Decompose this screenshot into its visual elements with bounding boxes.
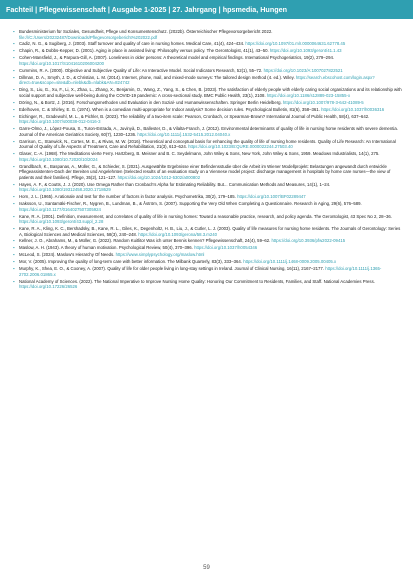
reference-text: National Academy of Sciences. (2022). The National Imperative to Improve Nursing Home Quality: Honoring Our Commitment to Residents, Families, and Staff. National Academies Press.: [19, 278, 375, 284]
reference-link[interactable]: https://doi.org/10.1177/0164027507305924: [19, 206, 101, 212]
reference-text: Hayes, A. F., & Coutts, J. J. (2020). Use Omega Rather than Cronbach's Alpha for Estimating Reliability. But... Communication Methods and Measures, 14(1), 1–24.: [19, 181, 331, 187]
reference-item: [13, 194, 403, 200]
reference-item: [13, 201, 403, 212]
reference-item: [13, 226, 403, 237]
reference-text: Döring, N., & Bortz, J. (2016). Forschungsmethoden und Evaluation in den Sozial- und Humanwissenschaften. Springer Berlin Heidelberg.: [19, 99, 283, 105]
reference-item: [13, 266, 403, 277]
reference-text: Edelhoven, C. & Shirley, E. G. (1974). When is a comedian multi-appropriate for Indoor analysis? Some decision rules. Psychological Bulletin, 81(6), 358–361.: [19, 106, 322, 112]
bullet-icon: ▪: [13, 245, 15, 251]
reference-link[interactable]: https://doi.org/10.3936/pfw2022-09415: [271, 238, 346, 244]
reference-text: Horn, J. L. (1965). A rationale and test for the number of factors in factor analysis. Psychometrika, 30(2), 179–185.: [19, 194, 238, 200]
reference-item: [13, 75, 403, 86]
reference-link[interactable]: https://doi.org/10.1023/B:QURE.0000022244.27503.40: [188, 144, 293, 150]
reference-list: [13, 29, 403, 291]
reference-link[interactable]: https://doi.org/10.1007/BF02289447: [237, 194, 306, 200]
bullet-icon: ▪: [13, 259, 15, 265]
reference-text: Kellner, J. O., Abrahams, M., & Müller, G. (2022). Random Kuitlitor Was ich unter Bennis kennen? Pflegewissenschaft, 24(4), 59–62.: [19, 238, 272, 244]
reference-item: [13, 245, 403, 251]
bullet-icon: ▪: [13, 126, 15, 132]
reference-link[interactable]: https://doi.org/10.1093/geront/43.suppl_2.28: [19, 219, 104, 225]
reference-link[interactable]: file:///C:/Users/20232487/Downloads/Pflegevorsorgebericht%202022.pdf: [19, 34, 158, 40]
reference-link[interactable]: https://search.ebscohost.com/login.aspx?direct=true&scope=site&db=nlebk&db=nlabk&AN=824742: [19, 74, 375, 86]
reference-item: [13, 68, 403, 74]
reference-item: [13, 139, 403, 150]
reference-item: [13, 41, 403, 47]
bullet-icon: ▪: [13, 87, 15, 93]
bullet-icon: ▪: [13, 138, 15, 144]
reference-link[interactable]: https://doi.org/10.1037/h0036316: [321, 106, 385, 112]
reference-text: Mor, V. (2005). Improving the quality of long-term care with better information. The Milbank Quarterly, 83(3), 333–364.: [19, 259, 244, 265]
reference-item: [13, 126, 403, 137]
reference-link[interactable]: https://doi.org/10.1023/A:1007027822521: [263, 67, 343, 73]
bullet-icon: ▪: [13, 106, 15, 112]
bullet-icon: ▪: [13, 194, 15, 200]
reference-link[interactable]: https://doi.org/10.1111/j.1532-5415.2012.04040.x: [137, 131, 231, 137]
reference-text: Dillman, D. A., Smyth, J. D., & Christian, L. M. (2014). Internet, phone, mail, and mixed-mode surveys: The tailored design method (4. ed.). Wiley.: [19, 74, 296, 80]
bullet-icon: ▪: [13, 213, 15, 219]
reference-text: Glaser, C.-A. (1968). The Meditations vierte Ferry. Hartzberg, B. Meisner and B. C. Seydelmann, John Wiley & Sons, New York, John Wiley & Sons, 1959. Meadows Industrialists, 14(1), 275.: [19, 151, 380, 157]
reference-item: [13, 114, 403, 125]
reference-text: Garrison, C., Stanwick, N., Cortes, M. E., & Rivas, M. W. (2016). Theoretical and conceptual basis for enhancing the quality of life of nursing home residents. Quality of Life Research: An International Journal of Quality of Life Aspects of Treatment, Care and Rehabilitation, 21(3), 613–624.: [19, 138, 396, 150]
reference-text: Isaksson, U., Santamäki-Fischer, R., Nygren, B., Lundman, B., & Åström, S. (2007). Supporting the Very Old When Completing a Questionnaire. Research in Aging, 29(6), 576–589.: [19, 201, 362, 207]
bullet-icon: ▪: [13, 41, 15, 47]
reference-text: Kane, R. A., Kling, K. C., Bershadsky, B., Kane, R. L., Giles, K., Degenholtz, H. B., Liu, J., & Cutler, L. J. (2003). Quality of life measures for nursing home residents. The Journals of Gerontology: Series A, Biological Sciences and Medical Sciences, 58(3), 240–248.: [19, 225, 401, 237]
reference-item: [13, 87, 403, 98]
reference-text: Kane, R. A. (2001). Definition, measurement, and correlates of quality of life in nursing homes: Toward a reasonable practice, research, and policy agenda. The Gerontologist, 43 Spec No 2, 28–36.: [19, 213, 392, 219]
bullet-icon: ▪: [13, 252, 15, 258]
bullet-icon: ▪: [13, 181, 15, 187]
bullet-icon: ▪: [13, 278, 15, 284]
bullet-icon: ▪: [13, 266, 15, 272]
page-number: 59: [203, 565, 210, 571]
reference-link[interactable]: https://doi.org/10.17226/26526: [19, 284, 78, 290]
reference-link[interactable]: https://doi.org/10.1017/S1041610206004200: [19, 60, 105, 66]
reference-text: Chapin, R., & Dobbs-Kepper, D. (2001). Aging in place in assisted living: Philosophy versus policy. The Gerontologist, 41(1), 43–50.: [19, 48, 270, 54]
reference-link[interactable]: https://doi.org/10.1007/978-3-642-41089-5: [282, 99, 364, 105]
reference-text: Ding, S., Liu, G., Xu, F., Li, X., Zhao, L., Zhang, X., Benjamin, O., Wang, Z., Yang, S., & Chen, B. (2023). The satisfaction of elderly people with elderly caring social organizations and its relationship with social support and subjective well-being during the COVID-19 pandemic: A cross-sectional study. BMC Public Health, 23(1), 2108.: [19, 87, 402, 98]
reference-text: Maslow, A. H. (1943). A theory of human motivation. Psychological Review, 50(4), 370–396.: [19, 245, 195, 251]
bullet-icon: ▪: [13, 151, 15, 157]
reference-item: [13, 214, 403, 225]
header-title: Fachteil | Pflegewissenschaft | Ausgabe 1-2025 | 27. Jahrgang | hpsmedia, Hungen: [6, 5, 287, 14]
reference-item: [13, 279, 403, 290]
reference-text: Murphy, K., Shea, E. O., & Cooney, A. (2007). Quality of life for older people living in long-stay settings in Ireland. Journal of Clinical Nursing, 16(11), 2167–2177.: [19, 266, 326, 272]
reference-item: [13, 107, 403, 113]
running-header: [0, 0, 413, 19]
bullet-icon: ▪: [13, 74, 15, 80]
reference-item: [13, 182, 403, 193]
bullet-icon: ▪: [13, 225, 15, 231]
reference-link[interactable]: https://doi.org/10.1080/10.72020/10/2024: [19, 156, 98, 162]
reference-item: [13, 259, 403, 265]
reference-link[interactable]: https://doi.org/10.1111/j.1365-2702.2006.01865.x: [19, 266, 382, 277]
reference-link[interactable]: https://doi.org/10.1093/gerona/58.3.m240: [138, 231, 218, 237]
reference-text: Grandlbach, K., Baspanas, A., Müller, G., & Schieder, S. (2021). Ausgewählte Ergebnisse einer Befindensstudie über die Arbeit im Wiener Modellprojekt: Belastungen angewandt durch entwickle Pflegeassistenten-Dach der Bereiten und Angelehnten (Selected results of an evaluation study on a Viennese model project: discharge management in hospitals by home care nurses—the view of patients and their families). Pflege, 35(2), 121–127.: [19, 163, 391, 180]
reference-link[interactable]: https://doi.org/10.1093/geront/41.1.43: [269, 48, 342, 54]
reference-text: Cadiz, N. G., & Sugiberg, J. (2003). Staff turnover and quality of care in nursing homes. Medical Care, 41(4), 424–434.: [19, 41, 246, 47]
bullet-icon: ▪: [13, 48, 15, 54]
reference-item: [13, 100, 403, 106]
reference-item: [13, 164, 403, 181]
reference-link[interactable]: https://doi.org/10.1024/1012-5302/a000802: [117, 174, 201, 180]
reference-text: Cummins, R. A. (2000). Objective and Subjective Quality of Life: An Interactive Model. Social Indicators Research, 52(1), 55–72.: [19, 67, 264, 73]
reference-link[interactable]: https://doi.org/10.1186/s12889-023-15855-x: [266, 92, 351, 98]
bullet-icon: ▪: [13, 29, 15, 34]
bullet-icon: ▪: [13, 113, 15, 119]
reference-item: [13, 252, 403, 258]
reference-link[interactable]: https://doi.org/10.1097/01.mlr.0000064631.62778.45: [245, 41, 346, 47]
reference-text: Garre-Olmo, J., López-Pousa, S., Turon-Estrada, A., Juvinyà, D., Ballester, D., & Vilalta-Franch, J. (2012). Environmental determinants of quality of life in nursing home residents with severe dementia. Journal of the American Geriatrics Society, 60(7), 1230–1236.: [19, 126, 398, 137]
reference-link[interactable]: https://doi.org/10.1037/h0054346: [194, 245, 258, 251]
reference-text: Eichinger, R., Gradewohl, M. L., & Pichler, B. (2023). The reliability of a two-item scale: Pearson, Cronbach, or Spearman-Brown? International Journal of Public Health, 58(4), 637–642.: [19, 113, 370, 119]
bullet-icon: ▪: [13, 163, 15, 169]
bullet-icon: ▪: [13, 238, 15, 244]
reference-link[interactable]: https://doi.org/10.1080/19312458.2020.1718629: [19, 187, 111, 193]
reference-text: McLeod, S. (2024). Maslow's Hierarchy Of Needs.: [19, 252, 116, 258]
reference-text: Cohen-Mansfield, J., & Parpura-Gill, A. (2007). Loneliness in older persons: A theoretical model and empirical findings. International Psychogeriatrics, 19(2), 279–294.: [19, 55, 335, 61]
reference-item: [13, 29, 403, 40]
reference-item: [13, 238, 403, 244]
reference-text: Bundesministerium für Soziales, Gesundheit, Pflege und Konsumentenschutz. (2022b). Österreichischer Pflegevorsorgebericht 2022.: [19, 29, 273, 34]
reference-item: [13, 55, 403, 66]
reference-item: [13, 48, 403, 54]
reference-link[interactable]: https://doi.org/10.1111/j.1468-0009.2005.00405.x: [243, 259, 337, 265]
reference-item: [13, 151, 403, 162]
bullet-icon: ▪: [13, 55, 15, 61]
bullet-icon: ▪: [13, 99, 15, 105]
reference-link[interactable]: https://doi.org/10.1007/s00038-012-0416-3: [19, 119, 101, 125]
bullet-icon: ▪: [13, 201, 15, 207]
bullet-icon: ▪: [13, 67, 15, 73]
reference-link[interactable]: https://www.simplypsychology.org/maslow.html: [115, 252, 205, 258]
